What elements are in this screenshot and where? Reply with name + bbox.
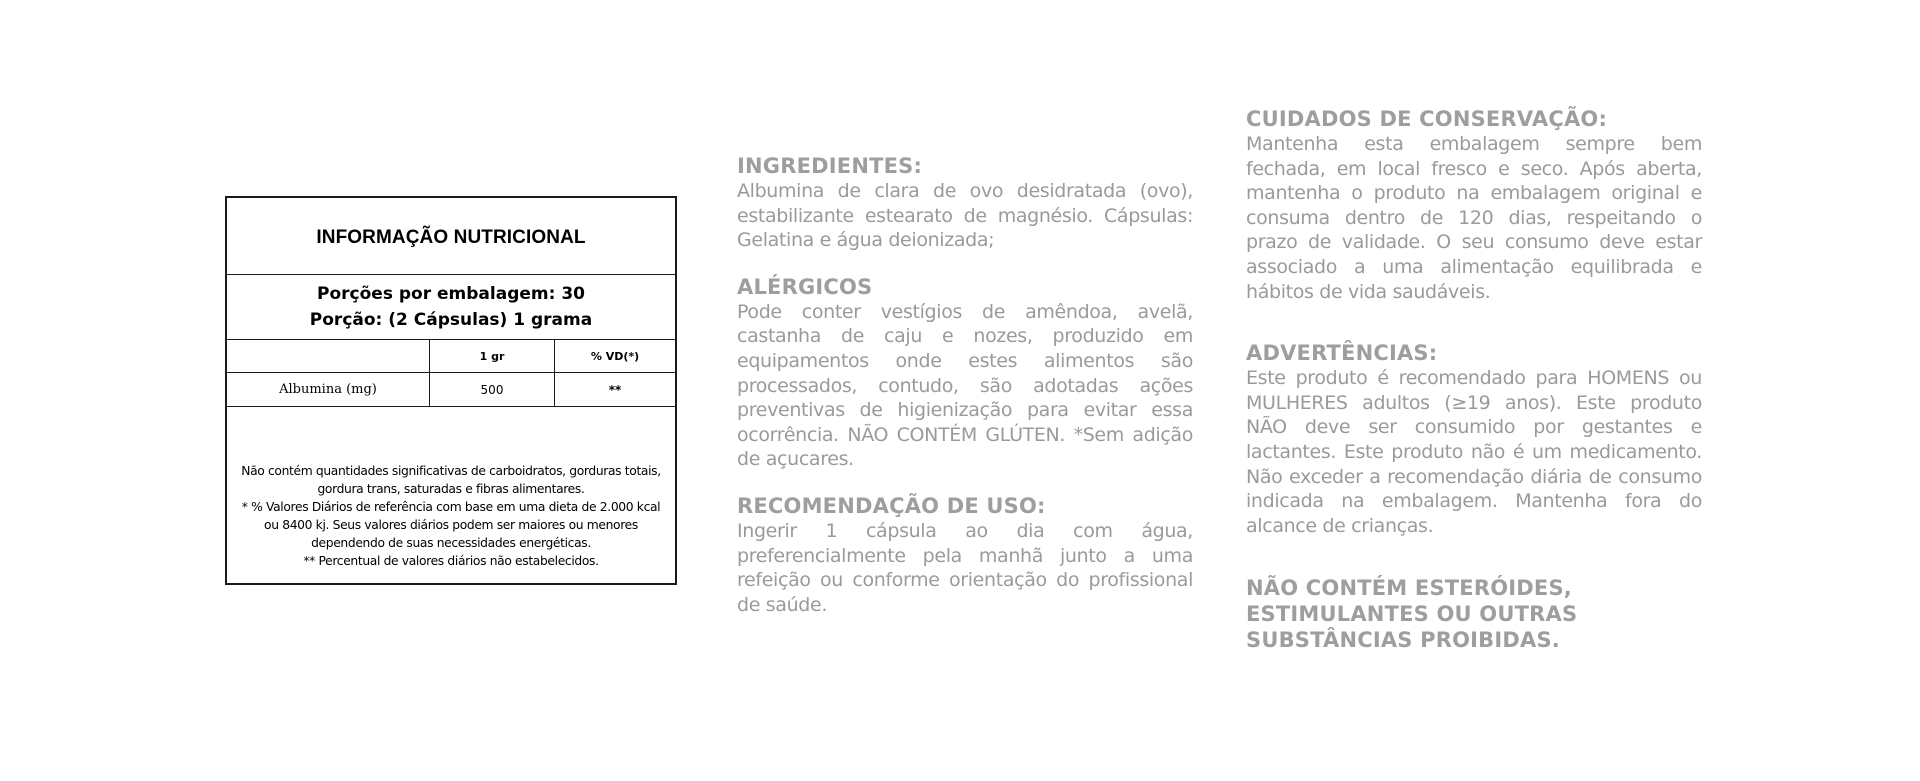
no-steroids-line-2: ESTIMULANTES OU OUTRAS: [1246, 602, 1578, 627]
middle-column: [737, 154, 1193, 617]
row-amount: 500: [430, 373, 555, 406]
portion-size: Porção: (2 Cápsulas) 1 grama: [309, 310, 593, 330]
nutrition-footnotes: [227, 462, 675, 570]
header-cell-daily-value: % VD(*): [590, 349, 640, 363]
warnings-body: Este produto é recomendado para HOMENS ou MULHERES adultos (≥19 anos). Este produto NÃO deve ser consumido por gestantes e lactantes. Este produto não é um medicamento. Não exceder a recomendação diária de consumo indicada na embalagem. Mantenha fora do alcance de crianças.: [1246, 367, 1702, 537]
ingredients-title: INGREDIENTES:: [737, 154, 923, 178]
no-steroids-line-1: NÃO CONTÉM ESTERÓIDES,: [1246, 576, 1572, 601]
ingredients-body: Albumina de clara de ovo desidratada (ovo), estabilizante estearato de magnésio. Cápsulas: Gelatina e água deionizada;: [737, 180, 1193, 252]
nutrition-facts-table: [225, 196, 677, 585]
row-daily-value: **: [608, 382, 622, 397]
conservation-body: Mantenha esta embalagem sempre bem fechada, em local fresco e seco. Após aberta, mantenha o produto na embalagem original e consuma dentro de 120 dias, respeitando o prazo de validade. O seu consumo deve estar associado a uma alimentação equilibrada e hábitos de vida saudáveis.: [1246, 133, 1702, 303]
header-cell-empty: [227, 340, 430, 372]
footnote-daily-values: * % Valores Diários de referência com base em uma dieta de 2.000 kcal ou 8400 kj. Seus valores diários podem ser maiores ou menores dependendo de suas necessidades energéticas.: [241, 500, 661, 550]
portions-per-package: Porções por embalagem: 30: [317, 284, 585, 304]
table-header-row: [227, 340, 675, 373]
usage-body: Ingerir 1 cápsula ao dia com água, preferencialmente pela manhã junto a uma refeição ou conforme orientação do profissional de saúde.: [737, 519, 1193, 616]
table-row: [227, 373, 675, 407]
no-steroids-notice: [1246, 575, 1702, 653]
nutrition-portions: [227, 275, 675, 340]
no-steroids-line-3: SUBSTÂNCIAS PROIBIDAS.: [1246, 628, 1560, 653]
conservation-title: CUIDADOS DE CONSERVAÇÃO:: [1246, 107, 1608, 131]
right-column: [1246, 107, 1702, 653]
allergens-body: Pode conter vestígios de amêndoa, avelã, castanha de caju e nozes, produzido em equipamentos onde estes alimentos são processados, contudo, são adotadas ações preventivas de higienização para evitar essa ocorrência. NÃO CONTÉM GLÚTEN. *Sem adição de açucares.: [737, 300, 1193, 471]
footnote-insignificant: Não contém quantidades significativas de carboidratos, gorduras totais, gordura trans, saturadas e fibras alimentares.: [241, 464, 661, 496]
usage-title: RECOMENDAÇÃO DE USO:: [737, 493, 1046, 518]
footnote-not-established: ** Percentual de valores diários não estabelecidos.: [303, 554, 599, 568]
warnings-title: ADVERTÊNCIAS:: [1246, 341, 1438, 366]
nutrition-title: INFORMAÇÃO NUTRICIONAL: [227, 198, 675, 275]
row-nutrient: Albumina (mg): [227, 373, 430, 406]
header-cell-amount: 1 gr: [430, 340, 555, 372]
allergens-title: ALÉRGICOS: [737, 274, 873, 299]
